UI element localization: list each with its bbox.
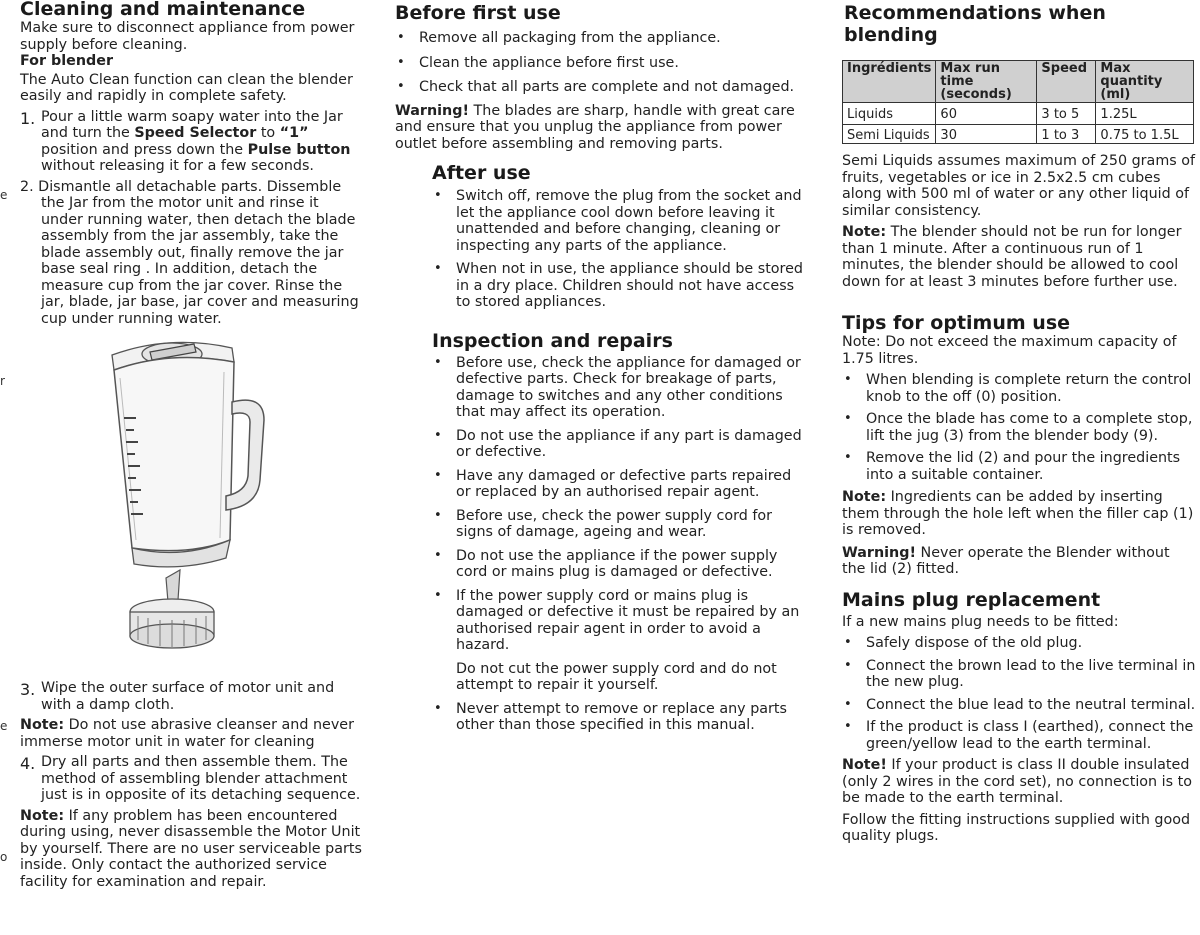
list-item: • Switch off, remove the plug from the socket and let the appliance cool down before leaving it unattended and before changing, cleaning or inspecting any parts of the appliance.: [432, 188, 810, 254]
list-item: • If the power supply cord or mains plug is damaged or defective it must be repaired by an authorised repair agent in order to avoid a hazard.: [432, 588, 810, 654]
table-cell: 3 to 5: [1037, 103, 1096, 125]
list-item: • Remove all packaging from the appliance.: [395, 30, 810, 47]
after-use-section: [432, 162, 810, 311]
cord-repair-text: Do not cut the power supply cord and do not attempt to repair it yourself.: [456, 660, 777, 693]
table-cell: 60: [936, 103, 1037, 125]
step-text: Pour a little warm soapy water into the Jar and turn the Speed Selector to “1” position and press down the Pulse button without releasing it for a few seconds.: [41, 108, 351, 174]
table-row: [843, 125, 1194, 144]
blender-jar-illustration: [20, 330, 365, 675]
edge-char: e: [0, 719, 8, 733]
cleaning-note-2: Note: If any problem has been encountered during using, never disassemble the Motor Unit by yourself. There are no user serviceable parts inside. Only contact the authorized service facility for examination and repair.: [20, 807, 362, 890]
mains-title: Mains plug replacement: [842, 588, 1101, 611]
tips-warning: Warning! Never operate the Blender without the lid (2) fitted.: [842, 544, 1170, 577]
mains-note: Note! If your product is class II double insulated (only 2 wires in the cord set), no connection is to be made to the earth terminal.: [842, 757, 1192, 806]
step-text: Dry all parts and then assemble them. The method of assembling blender attachment just is in opposite of its detaching sequence.: [41, 754, 361, 803]
cleaning-step-3: [20, 680, 365, 713]
blade-assembly: [130, 570, 214, 648]
step-number: 3.: [20, 680, 36, 699]
edge-char: e: [0, 188, 8, 202]
step-number: 1.: [20, 108, 36, 128]
inspection-list-end: [432, 701, 810, 734]
list-item: • Before use, check the appliance for damaged or defective parts. Check for breakage of parts, damage to switches and any other conditions that may affect its operation.: [432, 355, 810, 421]
cleaning-intro: Make sure to disconnect appliance from power supply before cleaning.: [20, 20, 355, 53]
list-item: • Never attempt to remove or replace any parts other than those specified in this manual.: [432, 701, 810, 734]
cleaning-step-1: [20, 109, 365, 175]
list-item: • Before use, check the power supply cord for signs of damage, ageing and wear.: [432, 508, 810, 541]
auto-clean-text: The Auto Clean function can clean the blender easily and rapidly in complete safety.: [20, 71, 353, 104]
run-time-note: Note: The blender should not be run for longer than 1 minute. After a continuous run of 1 minutes, the blender should be allowed to cool down for at least 3 minutes before further use.: [842, 224, 1182, 290]
list-item: • Do not use the appliance if the power supply cord or mains plug is damaged or defective.: [432, 548, 810, 581]
column-header: Speed: [1037, 61, 1096, 103]
table-header-row: [843, 61, 1194, 103]
list-item: • Once the blade has come to a complete stop, lift the jug (3) from the blender body (9).: [842, 411, 1197, 444]
table-cell: 30: [936, 125, 1037, 144]
column-header: Ingrédients: [843, 61, 936, 103]
right-column: [842, 2, 1197, 845]
for-blender-subtitle: For blender: [20, 53, 114, 69]
list-item: • Do not use the appliance if any part is damaged or defective.: [432, 428, 810, 461]
tips-list: [842, 372, 1197, 483]
inspection-title: Inspection and repairs: [432, 329, 673, 352]
after-use-list: [432, 188, 810, 311]
before-first-use-title: Before first use: [395, 2, 561, 24]
recommendations-title: Recommendations when blending: [844, 2, 1106, 46]
mains-intro: If a new mains plug needs to be fitted:: [842, 613, 1119, 630]
tips-note: Note: Ingredients can be added by inserting them through the hole left when the filler cap (1) is removed.: [842, 489, 1194, 538]
edge-char: o: [0, 850, 8, 864]
step-number: 4.: [20, 754, 36, 773]
list-item: • When not in use, the appliance should be stored in a dry place. Children should not have access to stored appliances.: [432, 261, 810, 311]
table-cell: Liquids: [843, 103, 936, 125]
table-cell: Semi Liquids: [843, 125, 936, 144]
mains-footer: Follow the fitting instructions supplied with good quality plugs.: [842, 811, 1191, 844]
inspection-list: [432, 355, 810, 654]
step-text: Wipe the outer surface of motor unit and with a damp cloth.: [41, 680, 335, 713]
list-item: • If the product is class I (earthed), connect the green/yellow lead to the earth terminal.: [842, 719, 1197, 752]
list-item: • Remove the lid (2) and pour the ingredients into a suitable container.: [842, 450, 1197, 483]
blending-table: [842, 60, 1194, 144]
cleaning-step-2: 2. Dismantle all detachable parts. Dissemble the Jar from the motor unit and rinse it under running water, then detach the blade assembly from the jar assembly, take the blade assembly out, finally remove the jar base seal ring . In addition, detach the measure cup from the jar cover. Rinse the jar, blade, jar base, jar cover and measuring cup under running water.: [20, 178, 359, 327]
list-item: • When blending is complete return the control knob to the off (0) position.: [842, 372, 1197, 405]
blades-warning: Warning! The blades are sharp, handle with great care and ensure that you unplug the appliance from power outlet before assembling and removing parts.: [395, 102, 795, 152]
column-header: Max run time (seconds): [936, 61, 1037, 103]
cleaning-note-1: Note: Do not use abrasive cleanser and never immerse motor unit in water for cleaning: [20, 717, 354, 750]
edge-char: r: [0, 374, 5, 388]
list-item: • Clean the appliance before first use.: [395, 55, 810, 72]
list-item: • Connect the brown lead to the live terminal in the new plug.: [842, 658, 1197, 691]
table-row: [843, 103, 1194, 125]
inspection-section: [432, 330, 810, 734]
list-item: • Check that all parts are complete and not damaged.: [395, 79, 810, 96]
table-cell: 0.75 to 1.5L: [1096, 125, 1194, 144]
middle-column: [395, 2, 810, 734]
column-header: Max quantity (ml): [1096, 61, 1194, 103]
jar-body: [114, 358, 234, 551]
semi-liquids-text: Semi Liquids assumes maximum of 250 grams of fruits, vegetables or ice in 2.5x2.5 cm cubes along with 500 ml of water or any other liquid of similar consistency.: [842, 153, 1196, 219]
before-first-use-list: [395, 30, 810, 96]
table-cell: 1 to 3: [1037, 125, 1096, 144]
tips-title: Tips for optimum use: [842, 312, 1071, 334]
cleaning-step-4: [20, 754, 365, 804]
table-cell: 1.25L: [1096, 103, 1194, 125]
mains-list: [842, 635, 1197, 752]
list-item: • Have any damaged or defective parts repaired or replaced by an authorised repair agent.: [432, 468, 810, 501]
list-item: • Safely dispose of the old plug.: [842, 635, 1197, 652]
cleaning-title: Cleaning and maintenance: [20, 0, 306, 20]
after-use-title: After use: [432, 162, 531, 184]
tips-intro: Note: Do not exceed the maximum capacity of 1.75 litres.: [842, 334, 1177, 367]
cleaning-section: [20, 0, 365, 890]
list-item: • Connect the blue lead to the neutral terminal.: [842, 697, 1197, 714]
